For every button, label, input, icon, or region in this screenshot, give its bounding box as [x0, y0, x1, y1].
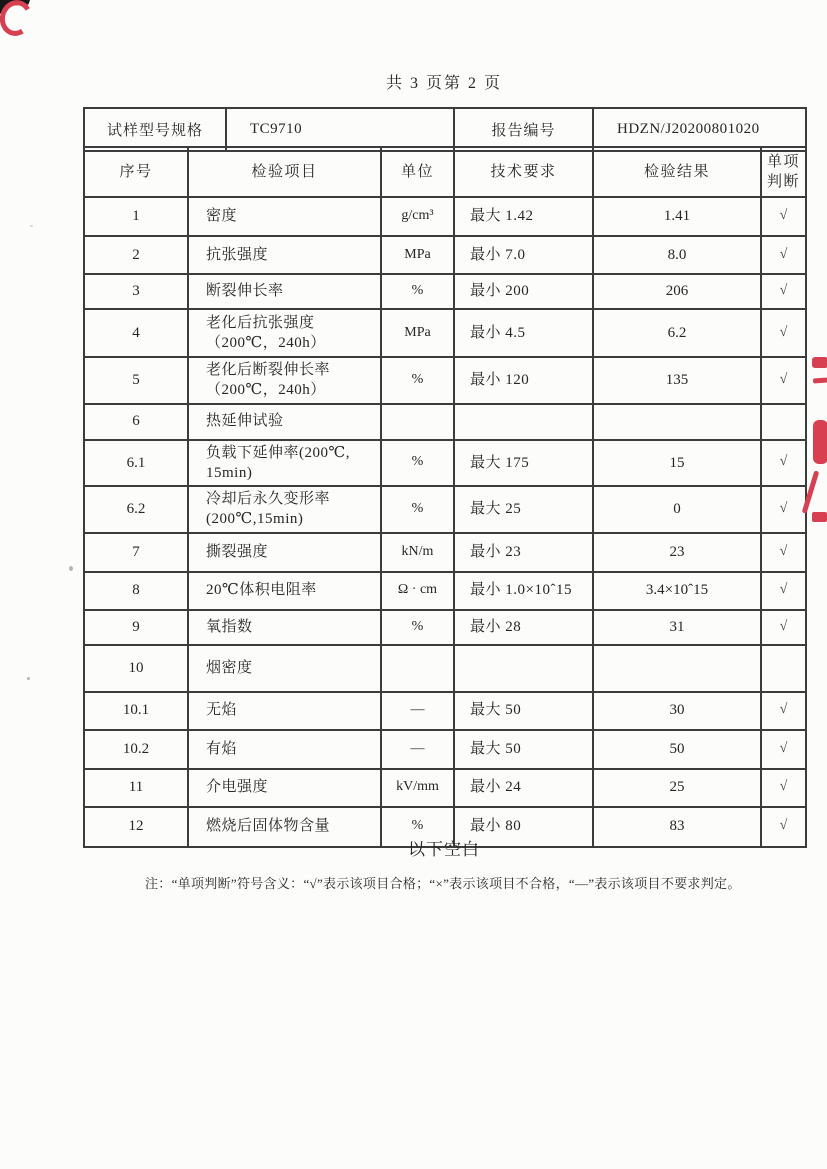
cell-item: 抗张强度 — [188, 236, 381, 274]
cell-unit: — — [381, 692, 454, 730]
report-number-label: 报告编号 — [454, 108, 593, 151]
results-table — [83, 146, 807, 848]
info-row — [84, 108, 806, 151]
cell-requirement: 最小 7.0 — [454, 236, 593, 274]
cell-judgment: √ — [761, 236, 806, 274]
cell-requirement: 最大 50 — [454, 730, 593, 769]
col-header-unit: 单位 — [381, 147, 454, 197]
results-table-header — [84, 147, 806, 197]
scan-speck — [27, 677, 30, 680]
cell-result: 25 — [593, 769, 761, 807]
table-row — [84, 404, 806, 440]
sample-spec-value: TC9710 — [226, 108, 454, 151]
cell-judgment: √ — [761, 309, 806, 357]
cell-result: 1.41 — [593, 197, 761, 236]
stamp-fragment-character-stroke — [813, 377, 827, 383]
table-row — [84, 610, 806, 645]
cell-judgment: √ — [761, 610, 806, 645]
cell-result — [593, 404, 761, 440]
cell-unit: % — [381, 274, 454, 309]
cell-requirement: 最大 175 — [454, 440, 593, 487]
table-row — [84, 236, 806, 274]
cell-result: 135 — [593, 357, 761, 404]
cell-item: 撕裂强度 — [188, 533, 381, 572]
cell-unit: % — [381, 807, 454, 847]
cell-requirement — [454, 404, 593, 440]
cell-unit: % — [381, 440, 454, 487]
page-indicator: 共 3 页第 2 页 — [385, 75, 502, 92]
cell-judgment: √ — [761, 274, 806, 309]
cell-judgment: √ — [761, 769, 806, 807]
cell-requirement: 最小 23 — [454, 533, 593, 572]
cell-judgment: √ — [761, 692, 806, 730]
cell-no: 4 — [84, 309, 188, 357]
cell-item: 介电强度 — [188, 769, 381, 807]
cell-item: 负载下延伸率(200℃, 15min) — [188, 440, 381, 487]
cell-unit: kV/mm — [381, 769, 454, 807]
cell-result: 0 — [593, 486, 761, 533]
col-header-item: 检验项目 — [188, 147, 381, 197]
table-row — [84, 440, 806, 487]
cell-judgment: √ — [761, 533, 806, 572]
cell-unit: % — [381, 610, 454, 645]
cell-result: 15 — [593, 440, 761, 487]
table-row — [84, 309, 806, 357]
cell-no: 10.1 — [84, 692, 188, 730]
cell-requirement: 最小 120 — [454, 357, 593, 404]
table-row — [84, 730, 806, 769]
cell-item: 燃烧后固体物含量 — [188, 807, 381, 847]
sample-spec-label: 试样型号规格 — [84, 108, 226, 151]
cell-result: 6.2 — [593, 309, 761, 357]
cell-requirement: 最小 28 — [454, 610, 593, 645]
cell-unit: Ω · cm — [381, 572, 454, 610]
cell-result: 30 — [593, 692, 761, 730]
cell-requirement: 最小 80 — [454, 807, 593, 847]
cell-unit — [381, 404, 454, 440]
cell-unit: — — [381, 730, 454, 769]
cell-item: 氧指数 — [188, 610, 381, 645]
cell-requirement: 最小 24 — [454, 769, 593, 807]
stamp-fragment-character-curve — [0, 0, 36, 39]
cell-no: 8 — [84, 572, 188, 610]
red-stamp-fragments — [0, 0, 827, 36]
stamp-fragment-top-bar — [812, 357, 827, 368]
results-table-body — [84, 197, 806, 847]
cell-judgment: √ — [761, 807, 806, 847]
cell-item: 断裂伸长率 — [188, 274, 381, 309]
cell-item: 老化后抗张强度（200℃，240h） — [188, 309, 381, 357]
cell-no: 6 — [84, 404, 188, 440]
col-header-requirement: 技术要求 — [454, 147, 593, 197]
cell-item: 20℃体积电阻率 — [188, 572, 381, 610]
stamp-fragment-blob — [813, 420, 827, 464]
col-header-judgment: 单项判断 — [761, 147, 806, 197]
col-header-result: 检验结果 — [593, 147, 761, 197]
cell-unit: % — [381, 357, 454, 404]
cell-no: 10.2 — [84, 730, 188, 769]
cell-no: 9 — [84, 610, 188, 645]
table-row — [84, 357, 806, 404]
cell-requirement: 最大 50 — [454, 692, 593, 730]
cell-requirement: 最小 200 — [454, 274, 593, 309]
table-row — [84, 692, 806, 730]
cell-unit: g/cm³ — [381, 197, 454, 236]
cell-no: 10 — [84, 645, 188, 692]
cell-result: 50 — [593, 730, 761, 769]
cell-item: 无焰 — [188, 692, 381, 730]
cell-unit: MPa — [381, 309, 454, 357]
cell-no: 6.2 — [84, 486, 188, 533]
cell-unit: MPa — [381, 236, 454, 274]
cell-requirement — [454, 645, 593, 692]
cell-result: 3.4×10ˆ15 — [593, 572, 761, 610]
cell-no: 2 — [84, 236, 188, 274]
cell-judgment: √ — [761, 197, 806, 236]
cell-item: 老化后断裂伸长率（200℃，240h） — [188, 357, 381, 404]
scan-speck — [30, 225, 33, 227]
cell-result: 83 — [593, 807, 761, 847]
cell-judgment — [761, 404, 806, 440]
cell-item: 烟密度 — [188, 645, 381, 692]
cell-no: 1 — [84, 197, 188, 236]
cell-unit: kN/m — [381, 533, 454, 572]
cell-item: 有焰 — [188, 730, 381, 769]
stamp-fragment-bottom-bar — [812, 512, 827, 522]
cell-item: 冷却后永久变形率 (200℃,15min) — [188, 486, 381, 533]
col-header-no: 序号 — [84, 147, 188, 197]
cell-no: 5 — [84, 357, 188, 404]
cell-result: 23 — [593, 533, 761, 572]
cell-no: 6.1 — [84, 440, 188, 487]
cell-no: 7 — [84, 533, 188, 572]
cell-requirement: 最小 4.5 — [454, 309, 593, 357]
cell-judgment — [761, 645, 806, 692]
cell-result: 206 — [593, 274, 761, 309]
table-row — [84, 274, 806, 309]
cell-unit — [381, 645, 454, 692]
table-row — [84, 645, 806, 692]
cell-judgment: √ — [761, 572, 806, 610]
cell-result: 8.0 — [593, 236, 761, 274]
table-row — [84, 486, 806, 533]
report-number-value: HDZN/J20200801020 — [593, 108, 806, 151]
cell-item: 热延伸试验 — [188, 404, 381, 440]
table-row — [84, 533, 806, 572]
cell-judgment: √ — [761, 486, 806, 533]
cell-no: 11 — [84, 769, 188, 807]
cell-requirement: 最大 25 — [454, 486, 593, 533]
table-row — [84, 572, 806, 610]
below-blank-label: 以下空白 — [408, 840, 480, 859]
table-row — [84, 197, 806, 236]
cell-result — [593, 645, 761, 692]
cell-requirement: 最小 1.0×10ˆ15 — [454, 572, 593, 610]
cell-no: 3 — [84, 274, 188, 309]
scan-speck — [69, 566, 73, 571]
cell-unit: % — [381, 486, 454, 533]
judgment-symbols-footnote: 注：“单项判断”符号含义：“√”表示该项目合格；“×”表示该项目不合格，“—”表示该项目不要求判定。 — [145, 876, 741, 891]
cell-judgment: √ — [761, 357, 806, 404]
table-row — [84, 769, 806, 807]
cell-no: 12 — [84, 807, 188, 847]
cell-item: 密度 — [188, 197, 381, 236]
cell-requirement: 最大 1.42 — [454, 197, 593, 236]
cell-judgment: √ — [761, 440, 806, 487]
cell-result: 31 — [593, 610, 761, 645]
cell-judgment: √ — [761, 730, 806, 769]
